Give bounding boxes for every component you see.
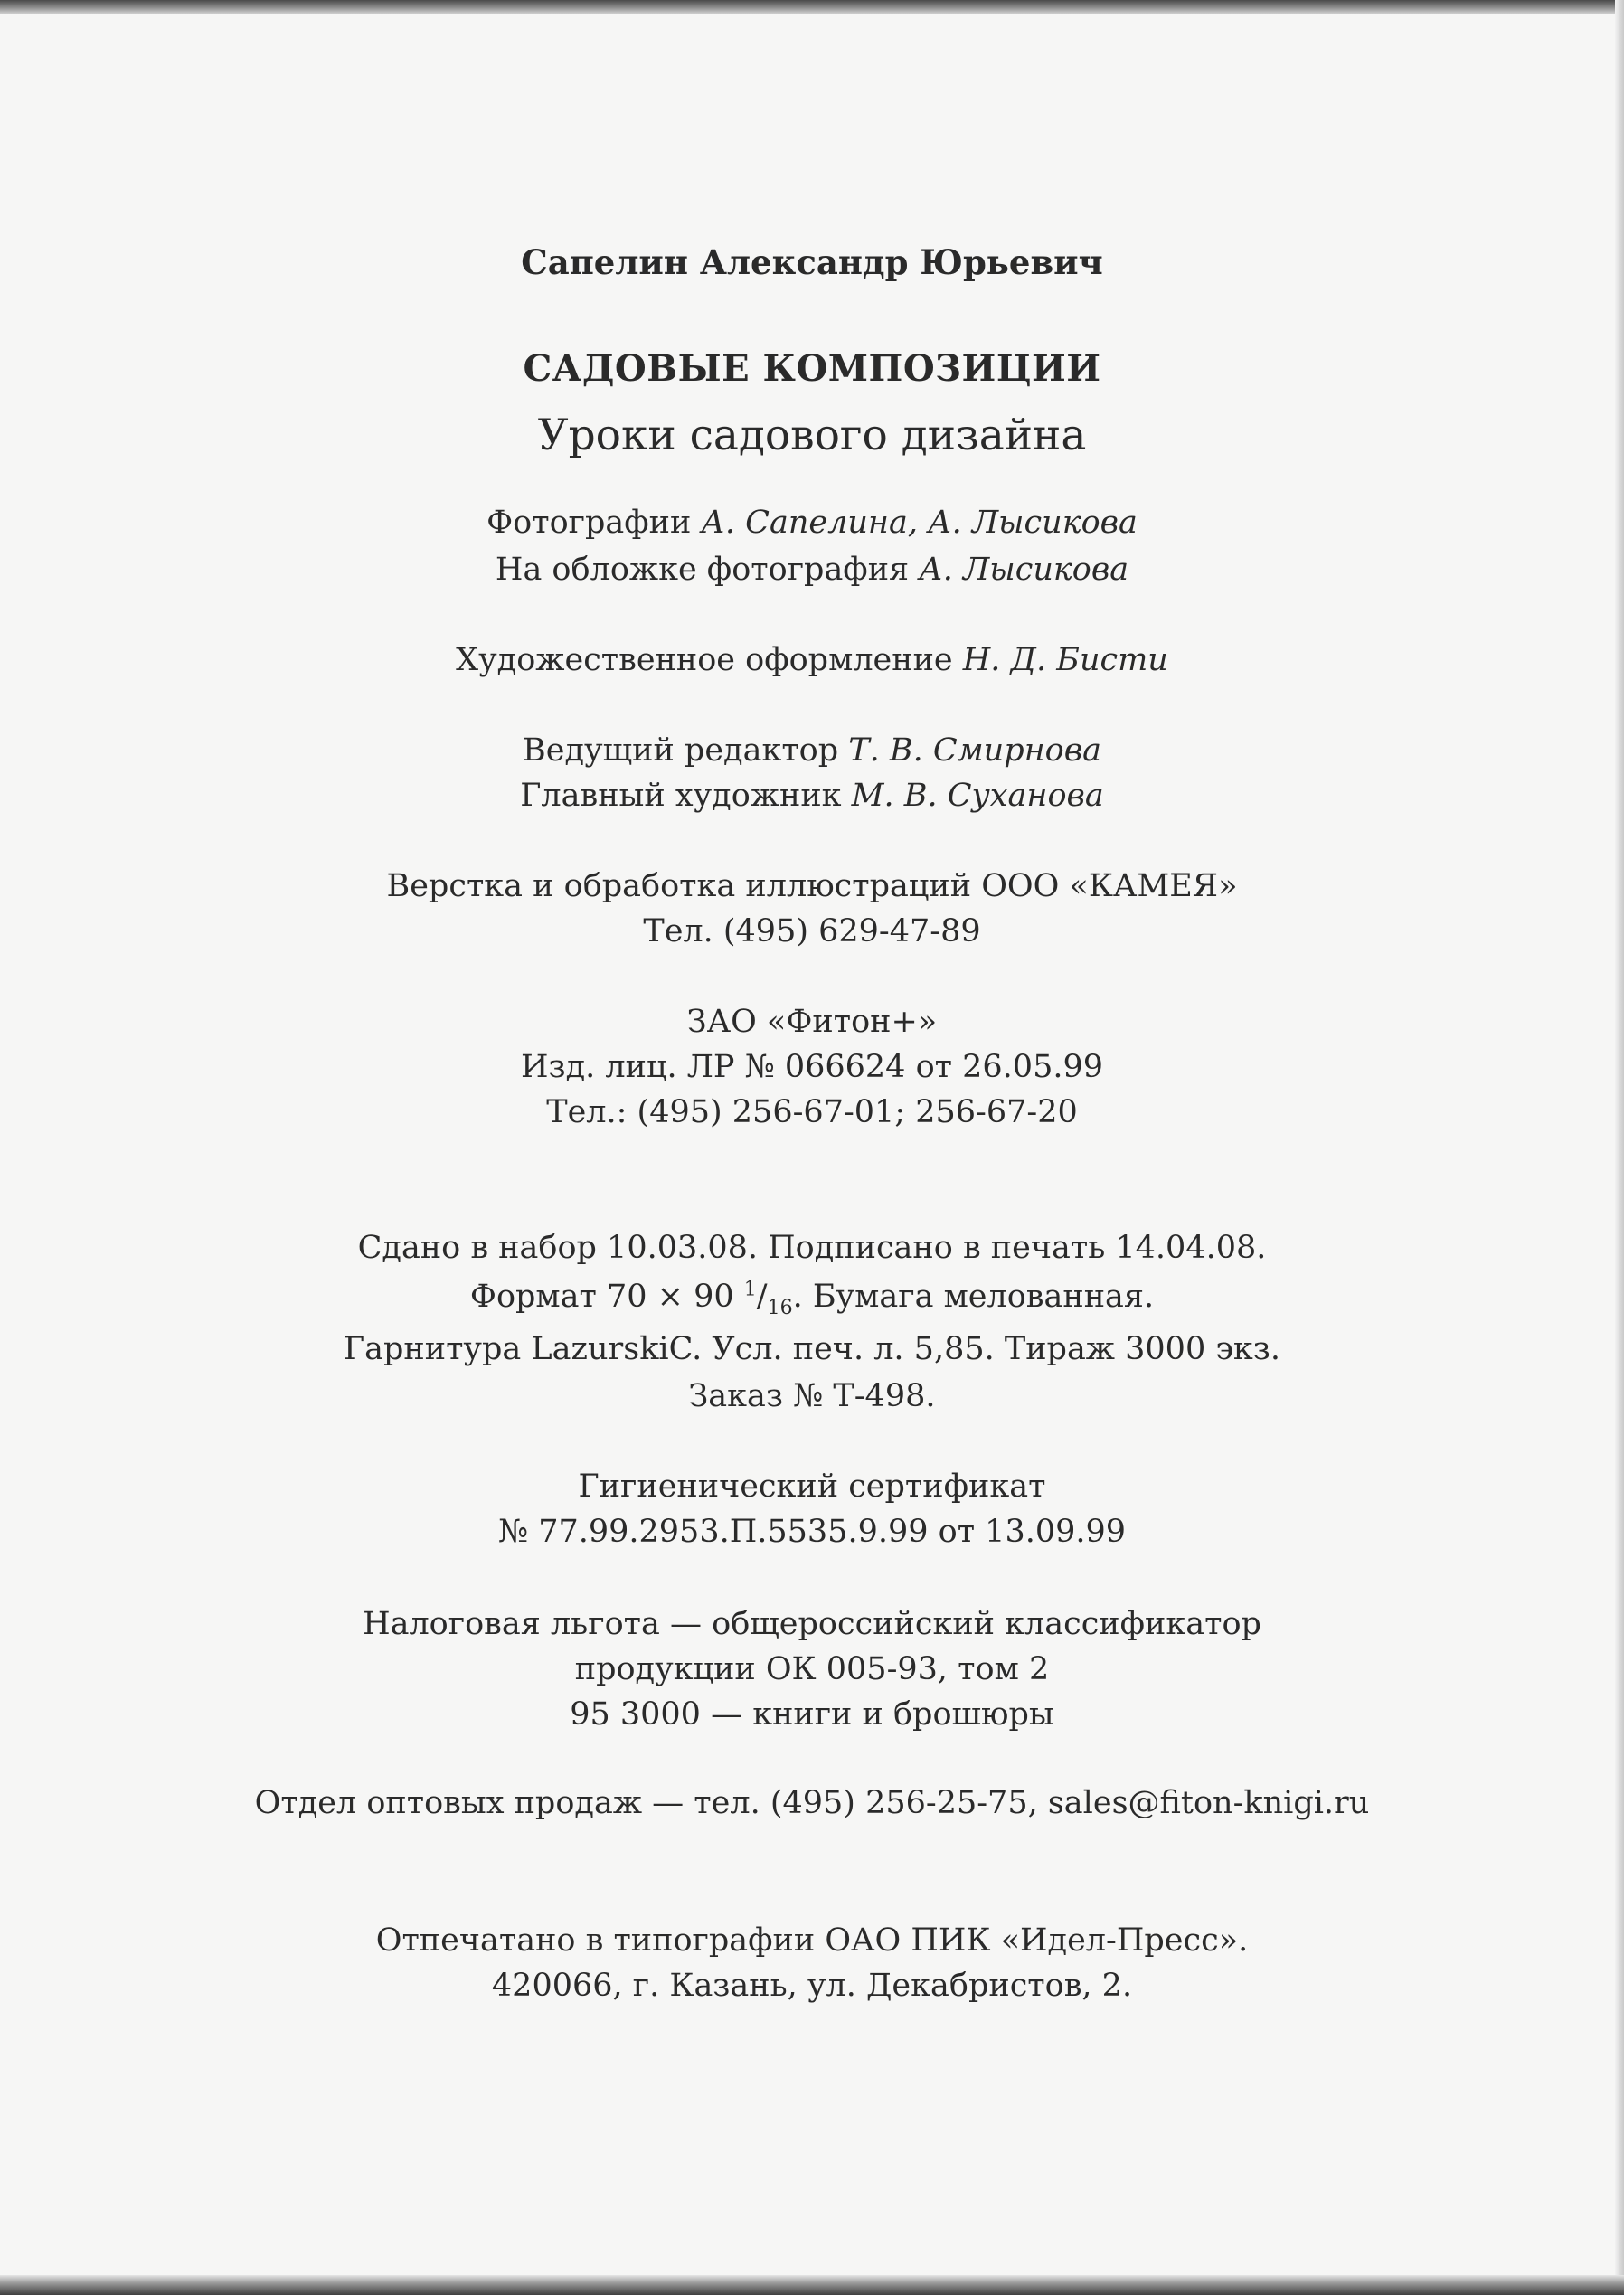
art-design-credit	[0, 640, 1624, 680]
photos-credit-label: Фотографии	[486, 505, 702, 541]
print-format-prefix: Формат 70 × 90	[469, 1279, 744, 1315]
cover-photo-credit	[0, 550, 1624, 590]
photos-credit	[0, 503, 1624, 543]
certificate-number: № 77.99.2953.П.5535.9.99 от 13.09.99	[497, 1514, 1127, 1550]
author-name: Сапелин Александр Юрьевич	[521, 242, 1103, 282]
chief-artist-credit	[0, 776, 1624, 816]
layout-phone: Тел. (495) 629-47-89	[643, 913, 981, 949]
print-dates: Сдано в набор 10.03.08. Подписано в печать 14.04.08.	[357, 1230, 1267, 1266]
cover-photo-name: А. Лысикова	[919, 552, 1129, 588]
print-format	[0, 1277, 1624, 1317]
publisher-name: ЗАО «Фитон+»	[686, 1004, 938, 1040]
sales-department: Отдел оптовых продаж — тел. (495) 256-25-75, sales@fiton-knigi.ru	[254, 1785, 1370, 1821]
chief-artist-name: М. В. Суханова	[851, 778, 1104, 814]
print-format-suffix: . Бумага мелованная.	[792, 1279, 1155, 1315]
publisher-license: Изд. лиц. ЛР № 066624 от 26.05.99	[520, 1049, 1103, 1085]
lead-editor-name: Т. В. Смирнова	[848, 732, 1101, 769]
art-design-label: Художественное оформление	[456, 642, 963, 678]
tax-line-1: Налоговая льгота — общероссийский классификатор	[363, 1606, 1261, 1642]
tax-line-2: продукции ОК 005-93, том 2	[574, 1651, 1050, 1687]
lead-editor-credit	[0, 731, 1624, 770]
book-subtitle: Уроки садового дизайна	[537, 411, 1087, 460]
print-typeface: Гарнитура LazurskiC. Усл. печ. л. 5,85. Тираж 3000 экз.	[343, 1331, 1281, 1367]
printing-house: Отпечатано в типографии ОАО ПИК «Идел-Пресс».	[375, 1922, 1249, 1959]
print-format-numerator: 1	[743, 1278, 757, 1301]
layout-credit: Верстка и обработка иллюстраций ООО «КАМЕЯ»	[386, 868, 1238, 904]
publisher-phone: Тел.: (495) 256-67-01; 256-67-20	[546, 1094, 1078, 1130]
print-order: Заказ № Т-498.	[688, 1378, 936, 1414]
art-design-name: Н. Д. Бисти	[962, 642, 1168, 678]
lead-editor-label: Ведущий редактор	[523, 732, 849, 769]
certificate-title: Гигиенический сертификат	[578, 1469, 1046, 1505]
chief-artist-label: Главный художник	[520, 778, 852, 814]
cover-photo-label: На обложке фотография	[495, 552, 920, 588]
photos-credit-names: А. Сапелина, А. Лысикова	[701, 505, 1138, 541]
book-title: САДОВЫЕ КОМПОЗИЦИИ	[523, 347, 1101, 390]
tax-line-3: 95 3000 — книги и брошюры	[570, 1696, 1054, 1733]
printing-address: 420066, г. Казань, ул. Декабристов, 2.	[491, 1968, 1133, 2004]
print-format-slash: /	[756, 1279, 768, 1315]
print-format-denominator: 16	[767, 1297, 793, 1319]
